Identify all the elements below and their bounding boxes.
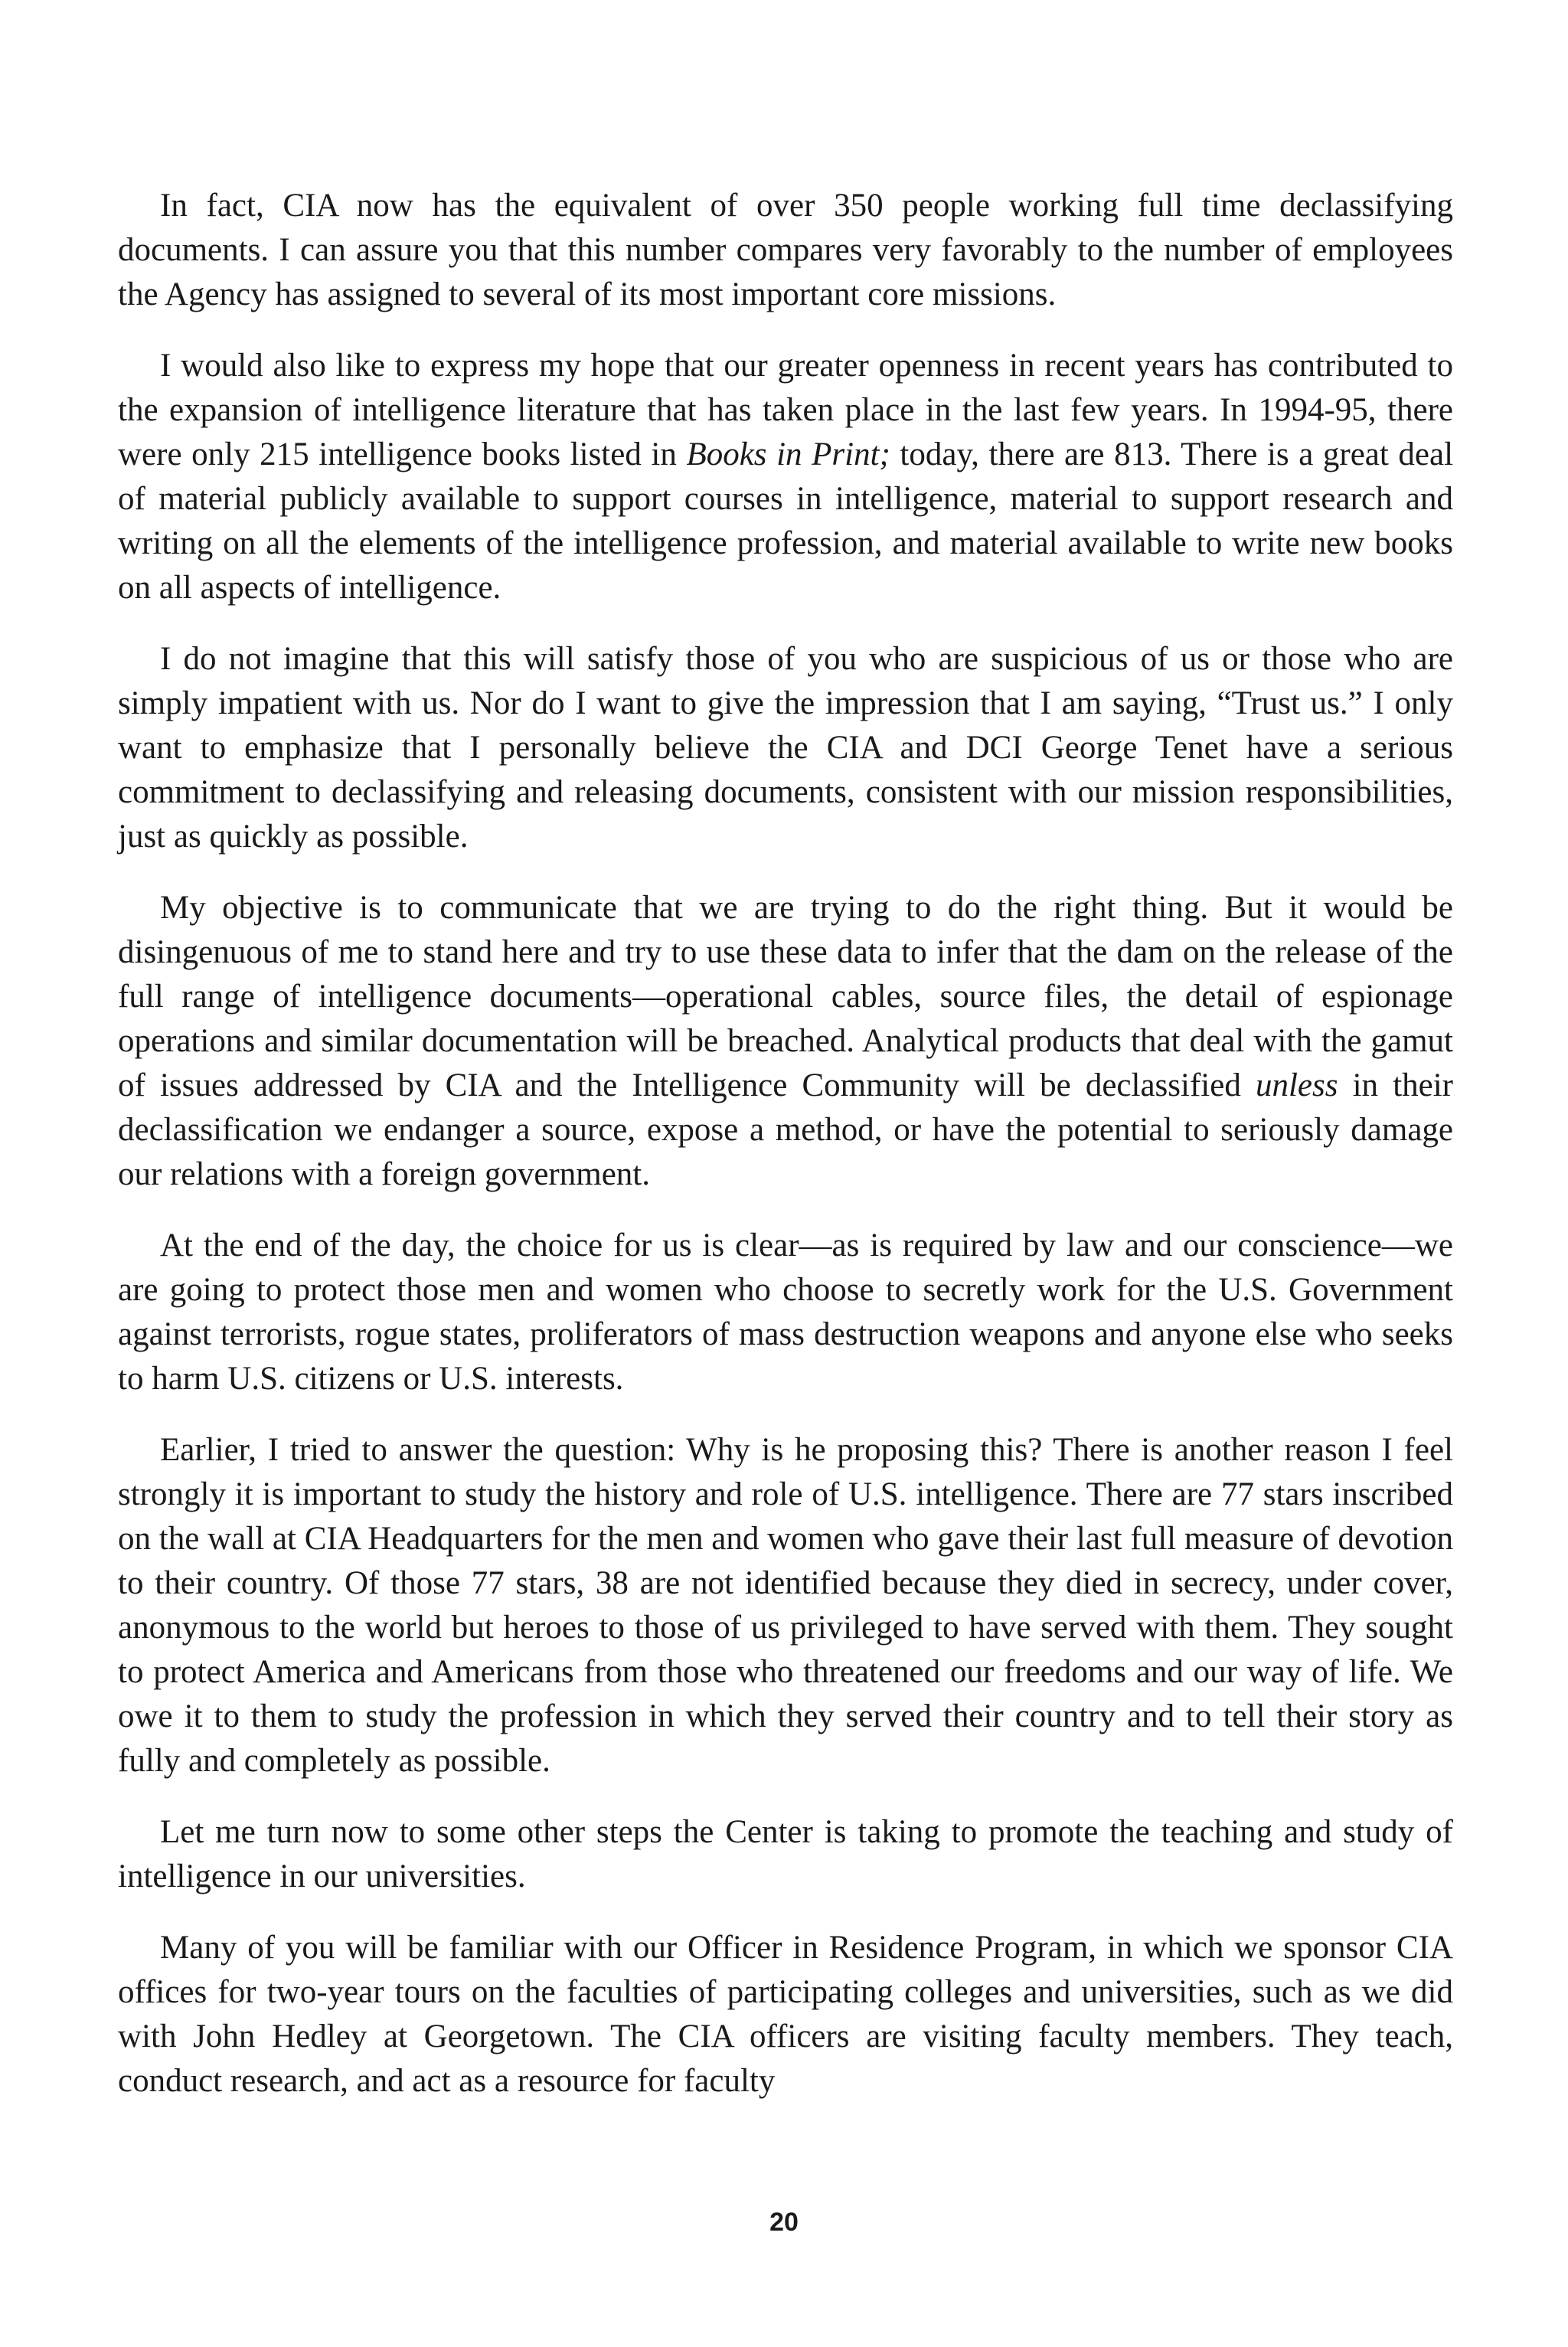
paragraph-intelligence-literature [118,344,1453,610]
body-text [118,184,1453,2130]
book-title-italic: Books in Print; [686,436,890,472]
paragraph-declassification-staff: In fact, CIA now has the equivalent of over 350 people working full time declassifying documents. I can assure you that this number compares very favorably to the number of employees the Agency has assigned to several of its most important core missions. [118,188,1453,312]
page-number: 20 [769,2208,799,2237]
paragraph-77-stars: Earlier, I tried to answer the question: Why is he proposing this? There is another reason I feel strongly it is important to study the history and role of U.S. intelligence. There are 77 stars inscribed on the wall at CIA Headquarters for the men and women who gave their last full measure of devotion to their country. Of those 77 stars, 38 are not identified because they died in secrecy, under cover, anonymous to the world but heroes to those of us privileged to have served with them. They sought to protect America and Americans from those who threatened our freedoms and our way of life. We owe it to them to study the profession in which they served their country and to tell their story as fully and completely as possible. [118,1432,1453,1779]
emphasis-italic: unless [1255,1067,1338,1103]
paragraph-officer-in-residence: Many of you will be familiar with our Officer in Residence Program, in which we sponsor CIA offices for two-year tours on the faculties of participating colleges and universities, such as we did with John Hedley at Georgetown. The CIA officers are visiting faculty members. They teach, conduct research, and act as a resource for faculty [118,1930,1453,2099]
paragraph-text: in their declassification we endanger a source, expose a method, or have the potential to seriously damage our relations with a foreign government. [118,1067,1453,1192]
paragraph-center-steps: Let me turn now to some other steps the Center is taking to promote the teaching and study of intelligence in our universities. [118,1814,1453,1894]
paragraph-objective [118,886,1453,1197]
paragraph-text: My objective is to communicate that we are trying to do the right thing. But it would be disingenuous of me to stand here and try to use these data to infer that the dam on the release of the full range of intelligence documents—operational cables, source files, the detail of espionage operations and similar documentation will be breached. Analytical products that deal with the gamut of issues addressed by CIA and the Intelligence Community will be declassified [118,890,1453,1103]
paragraph-text: I would also like to express my hope that our greater openness in recent years has contributed to the expansion of intelligence literature that has taken place in the last few years. In 1994-95, there were only 215 intelligence books listed in [118,348,1453,472]
paragraph-text: today, there are 813. There is a great deal of material publicly available to support courses in intelligence, material to support research and writing on all the elements of the intelligence profession, and material available to write new books on all aspects of intelligence. [118,436,1454,606]
paragraph-end-of-day: At the end of the day, the choice for us is clear—as is required by law and our conscience—we are going to protect those men and women who choose to secretly work for the U.S. Government against terrorists, rogue states, proliferators of mass destruction weapons and anyone else who seeks to harm U.S. citizens or U.S. interests. [118,1227,1453,1397]
paragraph-trust-us: I do not imagine that this will satisfy those of you who are suspicious of us or those who are simply impatient with us. Nor do I want to give the impression that I am saying, “Trust us.” I only want to emphasize that I personally believe the CIA and DCI George Tenet have a serious commitment to declassifying and releasing documents, consistent with our mission responsibilities, just as quickly as possible. [118,641,1453,855]
